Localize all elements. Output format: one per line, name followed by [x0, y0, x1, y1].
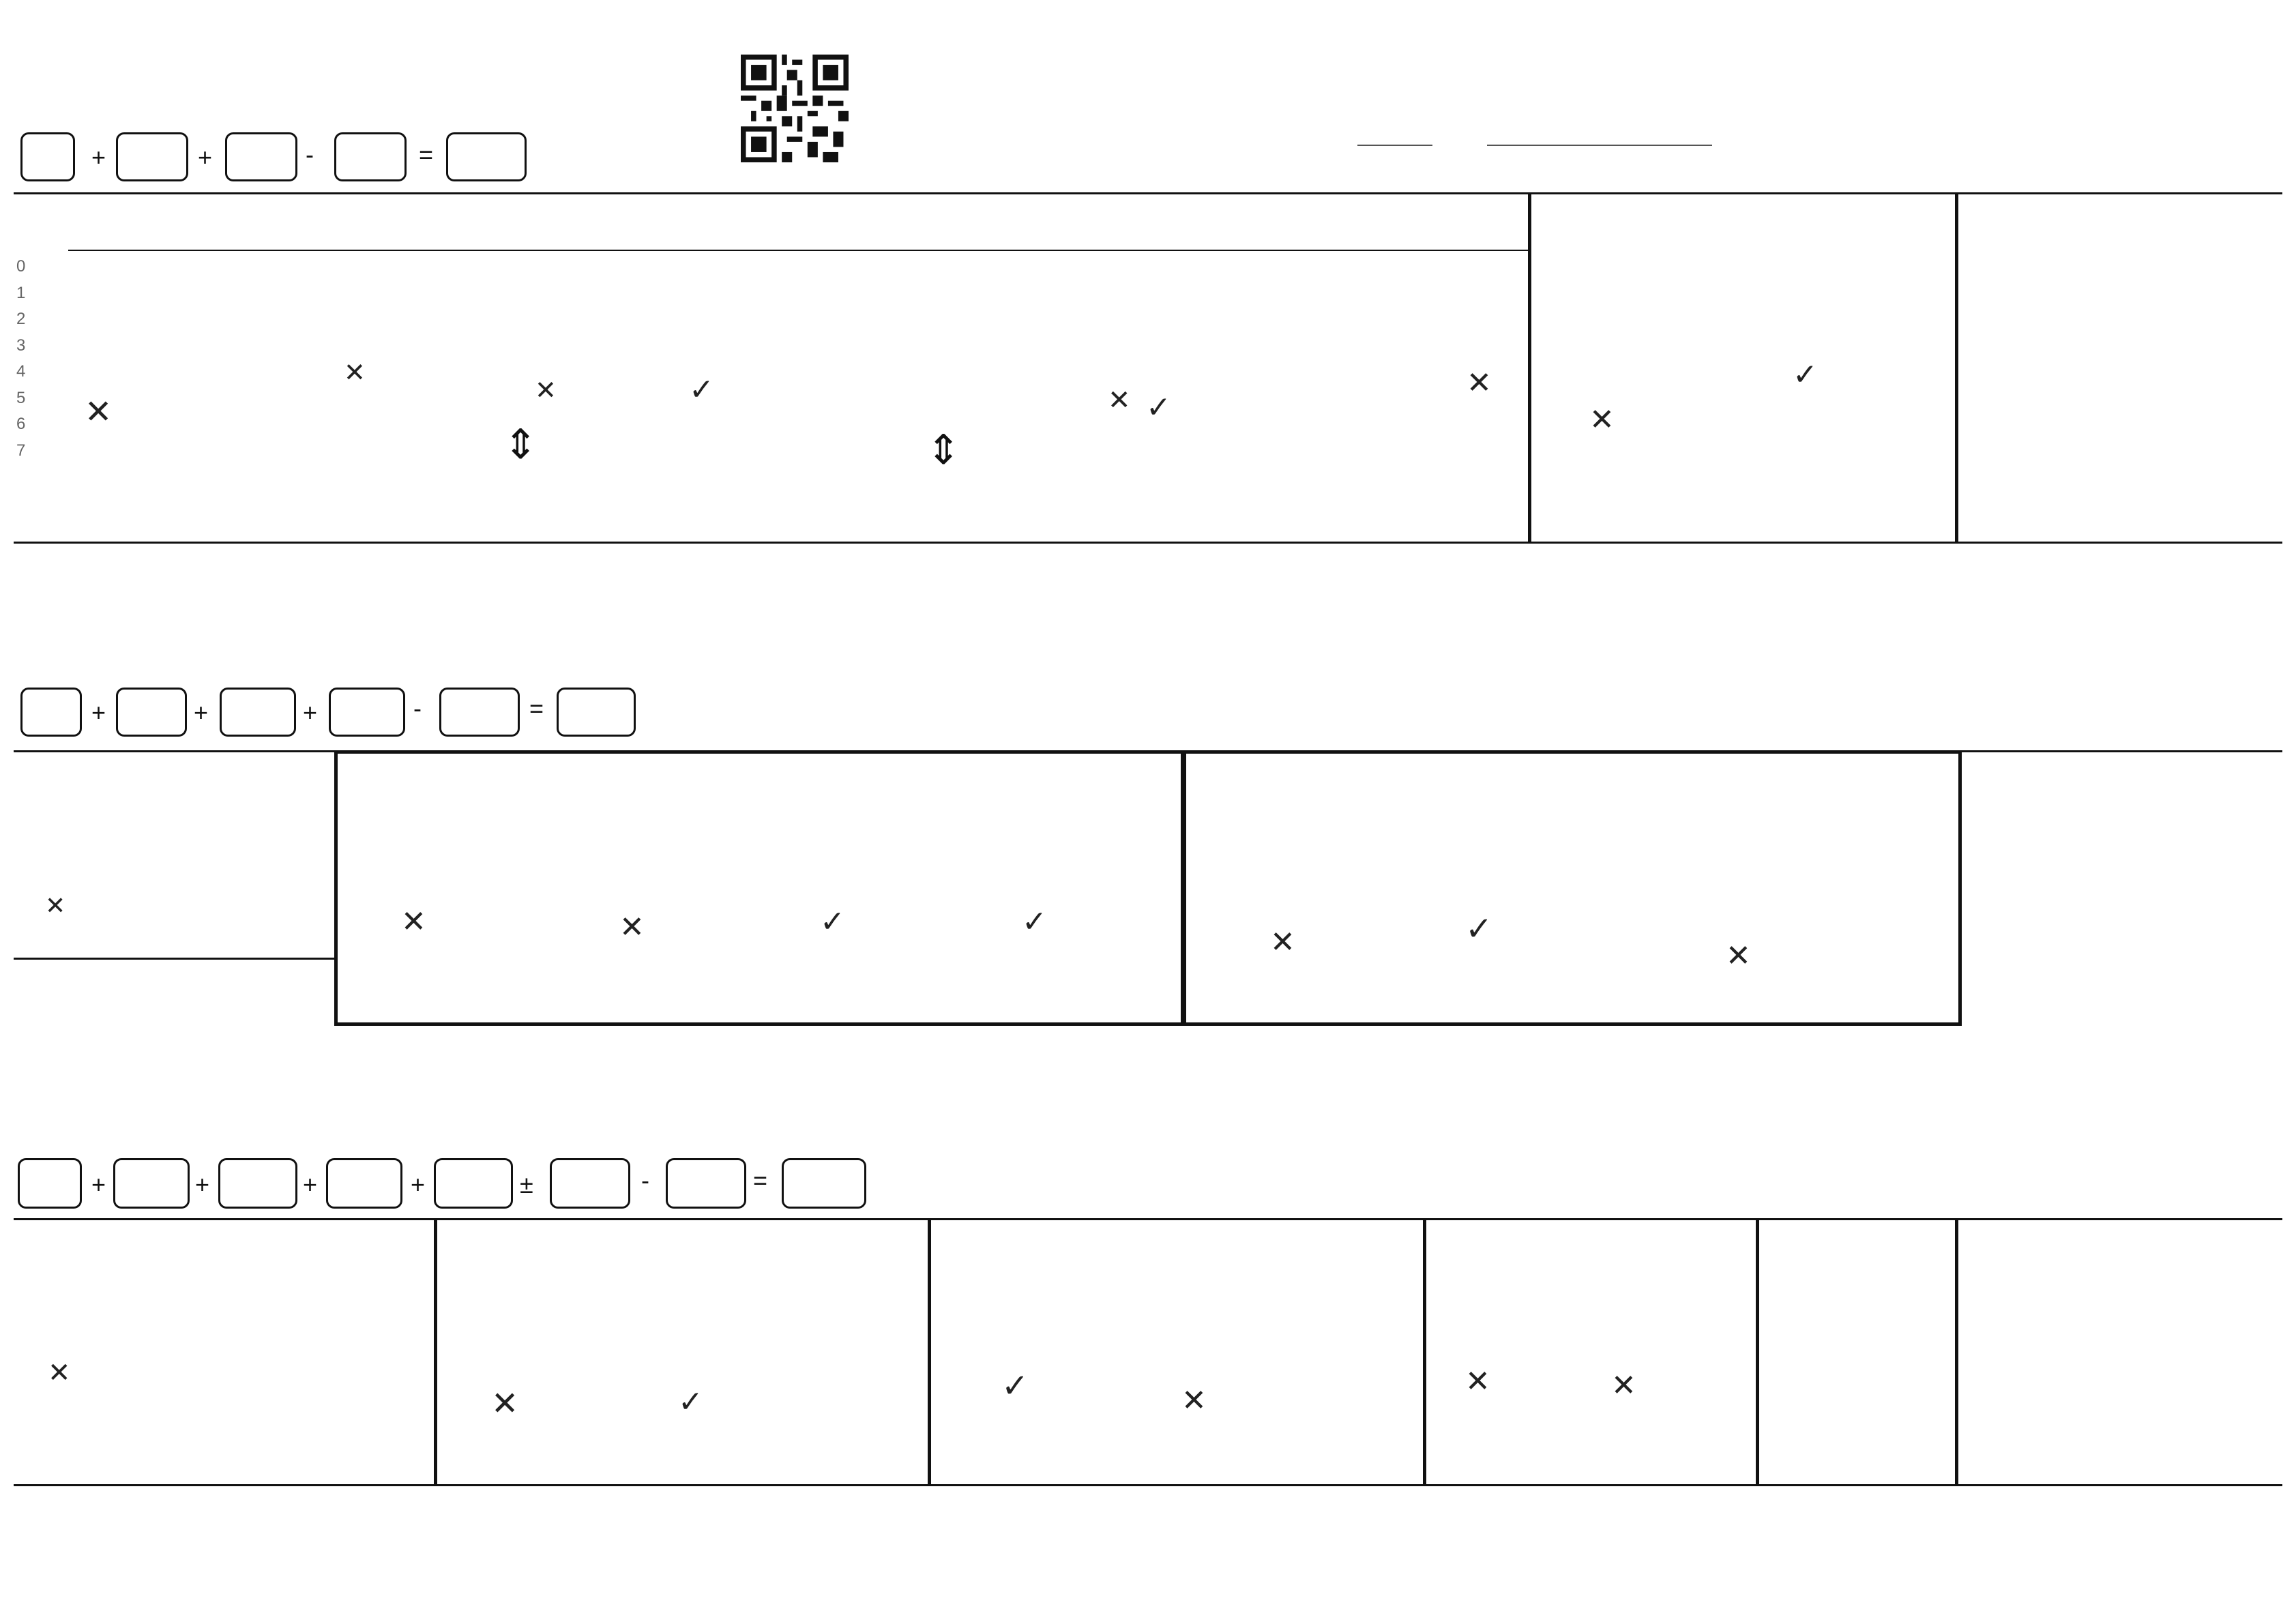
reviewer-box-4[interactable]: [326, 1158, 402, 1209]
check-mark: ✓: [689, 372, 714, 407]
double-arrow-icon: ⇕: [503, 422, 538, 467]
plus-sign: +: [194, 698, 209, 726]
opponent-box-5[interactable]: [439, 688, 520, 737]
opponent-box-2[interactable]: [116, 688, 187, 737]
plus-sign: +: [303, 1170, 318, 1198]
cross-mark: ✕: [45, 892, 66, 920]
cross-mark: ✕: [1726, 939, 1751, 973]
opponent-box-4[interactable]: [329, 688, 405, 737]
reviewer-box-7[interactable]: [666, 1158, 746, 1209]
equals-sign: =: [419, 141, 434, 168]
opponent-box-1[interactable]: [20, 688, 82, 737]
sign-underline: [1487, 145, 1712, 146]
reporter-box-3[interactable]: [225, 132, 297, 181]
reporter-box-1[interactable]: [20, 132, 75, 181]
cross-mark: ✕: [1467, 366, 1492, 400]
minus-sign: -: [306, 141, 314, 168]
reporter-bottom-rule: [14, 542, 2282, 544]
opposition-speech-box: [334, 750, 1184, 1026]
cross-mark: ✕: [491, 1385, 519, 1423]
check-mark: ✓: [1001, 1367, 1029, 1405]
cross-mark: ✕: [48, 1357, 71, 1389]
cross-mark: ✕: [1589, 402, 1615, 437]
reporter-disc-divider: [1528, 192, 1531, 542]
reporter-top-rule: [14, 192, 2282, 194]
cross-mark: ✕: [1181, 1383, 1207, 1418]
minus-sign: -: [641, 1166, 649, 1194]
cross-mark: ✕: [1611, 1368, 1636, 1403]
plus-sign: +: [195, 1170, 210, 1198]
reporter-box-2[interactable]: [116, 132, 188, 181]
cross-mark: ✕: [344, 357, 366, 387]
cross-mark: ✕: [535, 375, 557, 405]
cross-mark: ✕: [401, 904, 426, 939]
reviewer-box-1[interactable]: [18, 1158, 82, 1209]
reporter-box-4[interactable]: [334, 132, 407, 181]
reviewer-bottom-rule: [14, 1484, 2282, 1486]
opponent-box-total[interactable]: [557, 688, 636, 737]
reviewer-box-5[interactable]: [434, 1158, 513, 1209]
cross-mark: ✕: [1270, 925, 1295, 960]
cross-mark: ✕: [1108, 385, 1131, 416]
equals-sign: =: [529, 694, 544, 722]
divider: [928, 1218, 931, 1486]
qr-code: [741, 55, 849, 162]
plus-sign: +: [303, 698, 318, 726]
minus-sign: -: [413, 694, 422, 722]
plus-sign: +: [198, 143, 213, 171]
check-mark: ✓: [820, 904, 845, 939]
divider: [1756, 1218, 1759, 1486]
double-arrow-icon: ⇕: [926, 427, 961, 473]
cross-mark: ✕: [619, 910, 645, 945]
opponent-q-bottom: [14, 958, 334, 960]
reporter-box-total[interactable]: [446, 132, 527, 181]
cross-mark: ✕: [85, 393, 113, 431]
divider: [434, 1218, 437, 1486]
equals-sign: =: [753, 1166, 768, 1194]
check-mark: ✓: [1146, 390, 1171, 425]
divider: [1423, 1218, 1426, 1486]
plus-sign: +: [411, 1170, 426, 1198]
row-scale: 0 1 2 3 4 5 6 7: [16, 257, 26, 460]
reviewer-box-2[interactable]: [113, 1158, 190, 1209]
divider: [1955, 1218, 1958, 1486]
problem-underline: [1357, 145, 1432, 146]
plus-minus-sign: ±: [520, 1170, 533, 1198]
check-mark: ✓: [678, 1385, 703, 1419]
plus-sign: +: [91, 698, 106, 726]
check-mark: ✓: [1465, 910, 1493, 948]
plus-sign: +: [91, 143, 106, 171]
cross-mark: ✕: [1465, 1364, 1490, 1399]
opp-discussion-box: [1183, 750, 1962, 1026]
reporter-ans-divider: [1955, 192, 1958, 542]
reviewer-box-3[interactable]: [218, 1158, 297, 1209]
plus-sign: +: [91, 1170, 106, 1198]
reviewer-box-total[interactable]: [782, 1158, 866, 1209]
opponent-box-3[interactable]: [220, 688, 296, 737]
reviewer-box-6[interactable]: [550, 1158, 630, 1209]
check-mark: ✓: [1022, 904, 1047, 939]
reporter-header-rule: [68, 250, 1528, 251]
reviewer-top-rule: [14, 1218, 2282, 1220]
check-mark: ✓: [1793, 357, 1818, 392]
